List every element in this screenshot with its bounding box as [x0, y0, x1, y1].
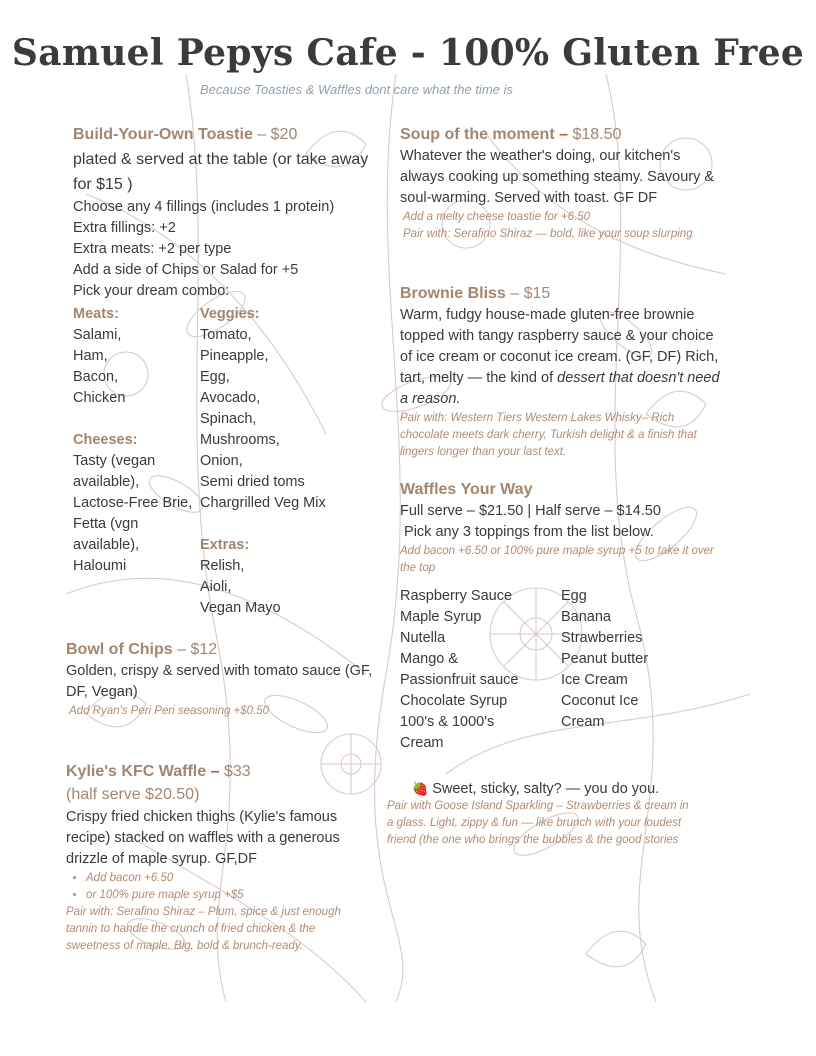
brownie-pair: Pair with: Western Tiers Western Lakes Whisky– Rich chocolate meets dark cherry, Turkish delight & a finish that lingers longer than your last text. [400, 412, 697, 458]
list-item: Pineapple, [200, 348, 269, 364]
brownie-name: Brownie Bliss [400, 285, 506, 302]
list-item: Lactose-Free Brie, [73, 495, 193, 511]
soup-dash: – [559, 126, 569, 143]
kfc-desc: Crispy fried chicken thighs (Kylie's famous recipe) stacked on waffles with a generous drizzle of maple syrup. GF,DF [66, 809, 340, 867]
list-item: Chocolate Syrup [400, 693, 508, 709]
meats-label: Meats: [73, 306, 119, 322]
brownie-section [400, 283, 720, 461]
toastie-lines [73, 197, 373, 302]
strawberry-icon: 🍓 [412, 781, 429, 796]
list-item: Mango & [400, 651, 459, 667]
chips-desc: Golden, crispy & served with tomato sauce (GF, DF, Vegan) [66, 663, 373, 700]
soup-section [400, 124, 718, 243]
soup-desc: Whatever the weather's doing, our kitchen's always cooking up something steamy. Savoury & soul-warming. Served with toast. GF DF [400, 148, 715, 206]
meats-column [73, 304, 193, 577]
waffles-price-line: Full serve – $21.50 | Half serve – $14.50 [400, 503, 661, 519]
list-item: Strawberries [561, 630, 643, 646]
list-item: Salami, [73, 327, 122, 343]
toastie-line: Extra fillings: +2 [73, 220, 176, 236]
waffles-tagline [412, 778, 712, 800]
toppings-right-column [561, 586, 711, 733]
kfc-addon: • or 100% pure maple syrup +$5 [86, 887, 372, 904]
page-title: Samuel Pepys Cafe - 100% Gluten Free [11, 32, 805, 74]
list-item: Cream [561, 714, 605, 730]
page-subtitle: Because Toasties & Waffles dont care what the time is [200, 82, 513, 97]
kfc-half: (half serve $20.50) [66, 786, 200, 803]
list-item: Aioli, [200, 579, 232, 595]
soup-pair: Pair with: Serafino Shiraz — bold, like your soup slurping [403, 228, 693, 240]
kfc-price: $33 [223, 763, 251, 780]
chips-section [66, 639, 376, 720]
extras-label: Extras: [200, 537, 250, 553]
toastie-line: Choose any 4 fillings (includes 1 protein) [73, 199, 335, 215]
waffles-note: Add bacon +6.50 or 100% pure maple syrup +5 to take it over the top [400, 545, 714, 574]
toastie-line: Pick your dream combo: [73, 283, 230, 299]
waffles-name: Waffles Your Way [400, 481, 533, 498]
toastie-name: Build-Your-Own Toastie [73, 126, 253, 143]
list-item: Chargrilled Veg Mix [200, 495, 326, 511]
toastie-line: Extra meats: +2 per type [73, 241, 232, 257]
list-item: Relish, [200, 558, 245, 574]
brownie-price: – $15 [510, 285, 551, 302]
list-item: Tomato, [200, 327, 252, 343]
list-item: Bacon, [73, 369, 119, 385]
toastie-price: – $20 [257, 126, 298, 143]
list-item: Vegan Mayo [200, 600, 281, 616]
list-item: Maple Syrup [400, 609, 482, 625]
chips-note: Add Ryan's Peri Peri seasoning +$0.50 [69, 705, 270, 717]
kfc-addons [66, 870, 372, 904]
kfc-name: Kylie's KFC Waffle [66, 763, 207, 780]
list-item: Nutella [400, 630, 446, 646]
list-item: Egg [561, 588, 587, 604]
list-item: Onion, [200, 453, 243, 469]
brownie-desc: Warm, fudgy house-made gluten-free brownie topped with tangy raspberry sauce & your choice of ice cream or coconut ice cream. (GF, DF) Rich, tart, melty — the kind of [400, 307, 719, 386]
list-item: Egg, [200, 369, 230, 385]
list-item: Mushrooms, [200, 432, 280, 448]
cheeses-label: Cheeses: [73, 432, 138, 448]
list-item: Passionfruit sauce [400, 672, 519, 688]
list-item: Peanut butter [561, 651, 649, 667]
list-item: 100's & 1000's [400, 714, 495, 730]
waffles-section [400, 479, 718, 577]
soup-note: Add a melty cheese toastie for +6.50 [403, 211, 590, 223]
list-item: Avocado, [200, 390, 261, 406]
list-item: Semi dried toms [200, 474, 305, 490]
soup-name: Soup of the moment [400, 126, 555, 143]
kfc-addon: • Add bacon +6.50 [86, 870, 372, 887]
list-item: Raspberry Sauce [400, 588, 513, 604]
list-item: Chicken [73, 390, 126, 406]
chips-name: Bowl of Chips [66, 641, 173, 658]
soup-price: $18.50 [572, 126, 622, 143]
toastie-line: Add a side of Chips or Salad for +5 [73, 262, 299, 278]
toastie-plated: plated & served at the table (or take away for $15 ) [73, 151, 369, 193]
kfc-section [66, 761, 372, 955]
kfc-dash: – [210, 763, 220, 780]
list-item: Tasty (vegan available), [73, 453, 156, 490]
list-item: Cream [400, 735, 444, 751]
waffles-pick: Pick any 3 toppings from the list below. [400, 524, 654, 540]
list-item: Spinach, [200, 411, 257, 427]
list-item: Haloumi [73, 558, 127, 574]
list-item: Coconut Ice [561, 693, 639, 709]
kfc-pair: Pair with: Serafino Shiraz – Plum, spice & just enough tannin to handle the crunch of fried chicken & the sweetness of maple. Big, bold & brunch-ready. [66, 906, 341, 952]
list-item: Ham, [73, 348, 108, 364]
veggies-column [200, 304, 370, 619]
brownie-desc-italic: dessert that doesn't need a reason. [400, 370, 720, 407]
toppings-left-column [400, 586, 550, 754]
list-item: Banana [561, 609, 611, 625]
veggies-label: Veggies: [200, 306, 260, 322]
waffles-tagline-text: Sweet, sticky, salty? — you do you. [432, 781, 660, 797]
toastie-section [73, 124, 373, 302]
waffles-pair: Pair with Goose Island Sparkling – Strawberries & cream in a glass. Light, zippy & fun — like brunch with your loudest friend (the one who brings the bubbles & the good stories [387, 800, 689, 846]
list-item: Ice Cream [561, 672, 628, 688]
list-item: Fetta (vgn available), [73, 516, 140, 553]
chips-price: – $12 [177, 641, 218, 658]
